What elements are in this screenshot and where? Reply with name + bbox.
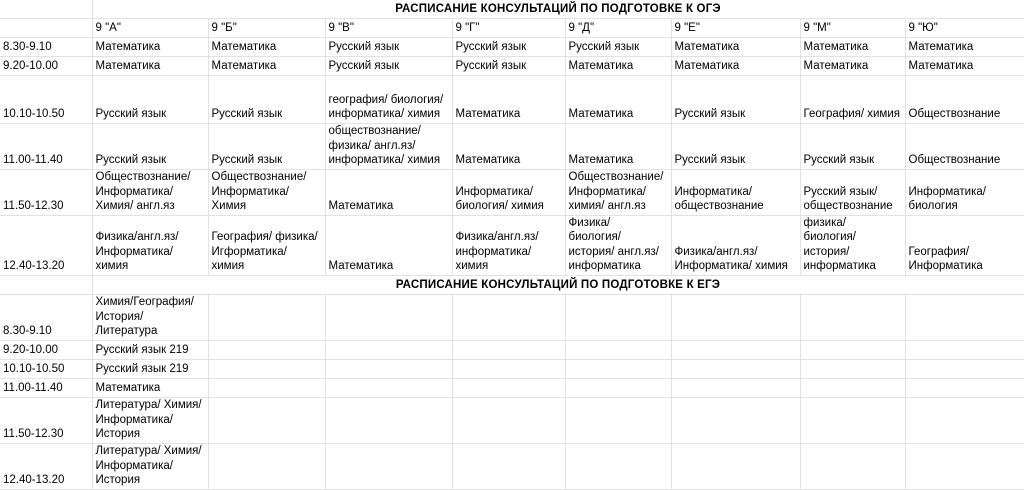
subject-cell[interactable]: Математика (92, 378, 208, 397)
subject-cell[interactable] (800, 359, 905, 378)
ege-schedule-row (0, 340, 1024, 359)
subject-cell[interactable]: Математика (800, 37, 905, 56)
subject-cell[interactable]: Физика/англ.яз/ Информатика/ химия (671, 215, 800, 275)
subject-cell[interactable] (671, 378, 800, 397)
subject-cell[interactable]: Русский язык (325, 37, 452, 56)
class-header-cell[interactable]: 9 "М" (800, 18, 905, 37)
ege-schedule-row (0, 378, 1024, 397)
subject-cell[interactable]: Русский язык (452, 37, 565, 56)
oge-schedule-row (0, 215, 1024, 275)
subject-cell[interactable] (905, 294, 1024, 340)
class-header-row (0, 18, 1024, 37)
subject-cell[interactable]: Математика (452, 123, 565, 169)
subject-cell[interactable] (565, 397, 671, 443)
subject-cell[interactable] (671, 359, 800, 378)
ege-schedule-row (0, 397, 1024, 443)
subject-cell[interactable]: Информатика/ обществознание (671, 169, 800, 215)
oge-schedule-row (0, 75, 1024, 123)
subject-cell[interactable] (800, 378, 905, 397)
oge-title[interactable]: РАСПИСАНИЕ КОНСУЛЬТАЦИЙ ПО ПОДГОТОВКЕ К ОГЭ (92, 0, 1024, 18)
subject-cell[interactable]: Русский язык/ обществознание (800, 169, 905, 215)
subject-cell[interactable] (905, 397, 1024, 443)
class-header-cell[interactable]: 9 "А" (92, 18, 208, 37)
subject-cell[interactable]: Математика (800, 56, 905, 75)
time-slot-cell[interactable]: 11.00-11.40 (0, 378, 92, 397)
time-slot-cell[interactable]: 12.40-13.20 (0, 215, 92, 275)
subject-cell[interactable] (325, 359, 452, 378)
subject-cell[interactable]: Русский язык (671, 75, 800, 123)
subject-cell[interactable]: Русский язык (325, 56, 452, 75)
class-header-cell[interactable]: 9 "Д" (565, 18, 671, 37)
subject-cell[interactable]: Русский язык (208, 75, 325, 123)
subject-cell[interactable] (800, 443, 905, 489)
subject-cell[interactable]: Русский язык (208, 123, 325, 169)
ege-title[interactable]: РАСПИСАНИЕ КОНСУЛЬТАЦИЙ ПО ПОДГОТОВКЕ К ЕГЭ (92, 275, 1024, 294)
subject-cell[interactable]: Математика (671, 56, 800, 75)
subject-cell[interactable]: Математика (565, 75, 671, 123)
time-slot-cell[interactable]: 11.50-12.30 (0, 397, 92, 443)
subject-cell[interactable]: Русский язык (565, 37, 671, 56)
subject-cell[interactable]: Русский язык (800, 123, 905, 169)
subject-cell[interactable]: Русский язык (452, 56, 565, 75)
subject-cell[interactable] (565, 294, 671, 340)
class-header-cell[interactable]: 9 "Е" (671, 18, 800, 37)
subject-cell[interactable] (208, 443, 325, 489)
subject-cell[interactable] (671, 397, 800, 443)
subject-cell[interactable]: Математика (565, 123, 671, 169)
subject-cell[interactable] (905, 378, 1024, 397)
cell-blank[interactable] (0, 275, 92, 294)
subject-cell[interactable]: Информатика/ биология (905, 169, 1024, 215)
class-header-cell[interactable]: 9 "Ю" (905, 18, 1024, 37)
subject-cell[interactable]: Физика/англ.яз/ Информатика/ химия (92, 215, 208, 275)
subject-cell[interactable]: Русский язык 219 (92, 359, 208, 378)
time-slot-cell[interactable]: 9.20-10.00 (0, 56, 92, 75)
cell-blank[interactable] (0, 0, 92, 18)
subject-cell[interactable] (452, 294, 565, 340)
subject-cell[interactable]: Математика (905, 37, 1024, 56)
subject-cell[interactable] (325, 443, 452, 489)
subject-cell[interactable] (325, 340, 452, 359)
subject-cell[interactable] (800, 340, 905, 359)
ege-schedule-row (0, 359, 1024, 378)
subject-cell[interactable]: Обществознание/ Информатика/ Химия/ англ.яз (92, 169, 208, 215)
subject-cell[interactable] (208, 397, 325, 443)
subject-cell[interactable] (800, 397, 905, 443)
subject-cell[interactable]: География/ физика/ Игформатика/ химия (208, 215, 325, 275)
cell-blank[interactable] (0, 18, 92, 37)
subject-cell[interactable]: Русский язык (92, 75, 208, 123)
subject-cell[interactable]: Математика (671, 37, 800, 56)
subject-cell[interactable]: Литература/ Химия/ Информатика/ История (92, 443, 208, 489)
subject-cell[interactable] (565, 378, 671, 397)
subject-cell[interactable]: физика/ биология/ история/ информатика (800, 215, 905, 275)
subject-cell[interactable] (800, 294, 905, 340)
subject-cell[interactable] (905, 443, 1024, 489)
subject-cell[interactable] (565, 443, 671, 489)
subject-cell[interactable]: География/ Информатика (905, 215, 1024, 275)
time-slot-cell[interactable]: 12.40-13.20 (0, 443, 92, 489)
time-slot-cell[interactable]: 11.50-12.30 (0, 169, 92, 215)
subject-cell[interactable] (325, 378, 452, 397)
subject-cell[interactable]: обществознание/ физика/ англ.яз/ информатика/ химия (325, 123, 452, 169)
subject-cell[interactable] (452, 443, 565, 489)
time-slot-cell[interactable]: 11.00-11.40 (0, 123, 92, 169)
oge-schedule-row (0, 37, 1024, 56)
time-slot-cell[interactable]: 10.10-10.50 (0, 359, 92, 378)
subject-cell[interactable] (208, 340, 325, 359)
subject-cell[interactable]: География/ химия (800, 75, 905, 123)
subject-cell[interactable] (452, 397, 565, 443)
ege-schedule-row (0, 443, 1024, 489)
subject-cell[interactable]: Обществознание (905, 75, 1024, 123)
subject-cell[interactable]: Химия/География/ История/ Литература (92, 294, 208, 340)
time-slot-cell[interactable]: 9.20-10.00 (0, 340, 92, 359)
subject-cell[interactable] (565, 359, 671, 378)
subject-cell[interactable] (452, 340, 565, 359)
ege-schedule-row (0, 294, 1024, 340)
subject-cell[interactable]: Математика (92, 37, 208, 56)
subject-cell[interactable]: география/ биология/ информатика/ химия (325, 75, 452, 123)
subject-cell[interactable]: Математика (325, 169, 452, 215)
subject-cell[interactable] (208, 378, 325, 397)
subject-cell[interactable]: Математика (325, 215, 452, 275)
subject-cell[interactable]: Литература/ Химия/ Информатика/ История (92, 397, 208, 443)
oge-title-row (0, 0, 1024, 18)
subject-cell[interactable]: Русский язык (92, 123, 208, 169)
subject-cell[interactable]: Русский язык (671, 123, 800, 169)
subject-cell[interactable]: Математика (565, 56, 671, 75)
subject-cell[interactable] (671, 443, 800, 489)
oge-schedule-row (0, 169, 1024, 215)
subject-cell[interactable]: Обществознание/ Информатика/ Химия (208, 169, 325, 215)
subject-cell[interactable] (208, 359, 325, 378)
subject-cell[interactable]: Информатика/ биология/ химия (452, 169, 565, 215)
subject-cell[interactable]: Физика/англ.яз/ информатика/ химия (452, 215, 565, 275)
subject-cell[interactable]: Русский язык 219 (92, 340, 208, 359)
oge-schedule-row (0, 56, 1024, 75)
time-slot-cell[interactable]: 10.10-10.50 (0, 75, 92, 123)
subject-cell[interactable]: Математика (452, 75, 565, 123)
subject-cell[interactable] (325, 397, 452, 443)
subject-cell[interactable]: Обществознание (905, 123, 1024, 169)
ege-title-row (0, 275, 1024, 294)
subject-cell[interactable] (565, 340, 671, 359)
subject-cell[interactable]: Обществознание/ Информатика/ химия/ англ.яз (565, 169, 671, 215)
subject-cell[interactable]: Физика/ биология/ история/ англ.яз/ информатика (565, 215, 671, 275)
subject-cell[interactable] (905, 359, 1024, 378)
subject-cell[interactable] (905, 340, 1024, 359)
class-header-cell[interactable]: 9 "Б" (208, 18, 325, 37)
time-slot-cell[interactable]: 8.30-9.10 (0, 294, 92, 340)
subject-cell[interactable] (452, 359, 565, 378)
subject-cell[interactable]: Математика (92, 56, 208, 75)
class-header-cell[interactable]: 9 "В" (325, 18, 452, 37)
subject-cell[interactable]: Математика (905, 56, 1024, 75)
subject-cell[interactable]: Математика (208, 56, 325, 75)
subject-cell[interactable] (325, 294, 452, 340)
class-header-cell[interactable]: 9 "Г" (452, 18, 565, 37)
time-slot-cell[interactable]: 8.30-9.10 (0, 37, 92, 56)
subject-cell[interactable] (671, 294, 800, 340)
subject-cell[interactable] (452, 378, 565, 397)
subject-cell[interactable] (208, 294, 325, 340)
subject-cell[interactable]: Математика (208, 37, 325, 56)
subject-cell[interactable] (671, 340, 800, 359)
oge-schedule-row (0, 123, 1024, 169)
